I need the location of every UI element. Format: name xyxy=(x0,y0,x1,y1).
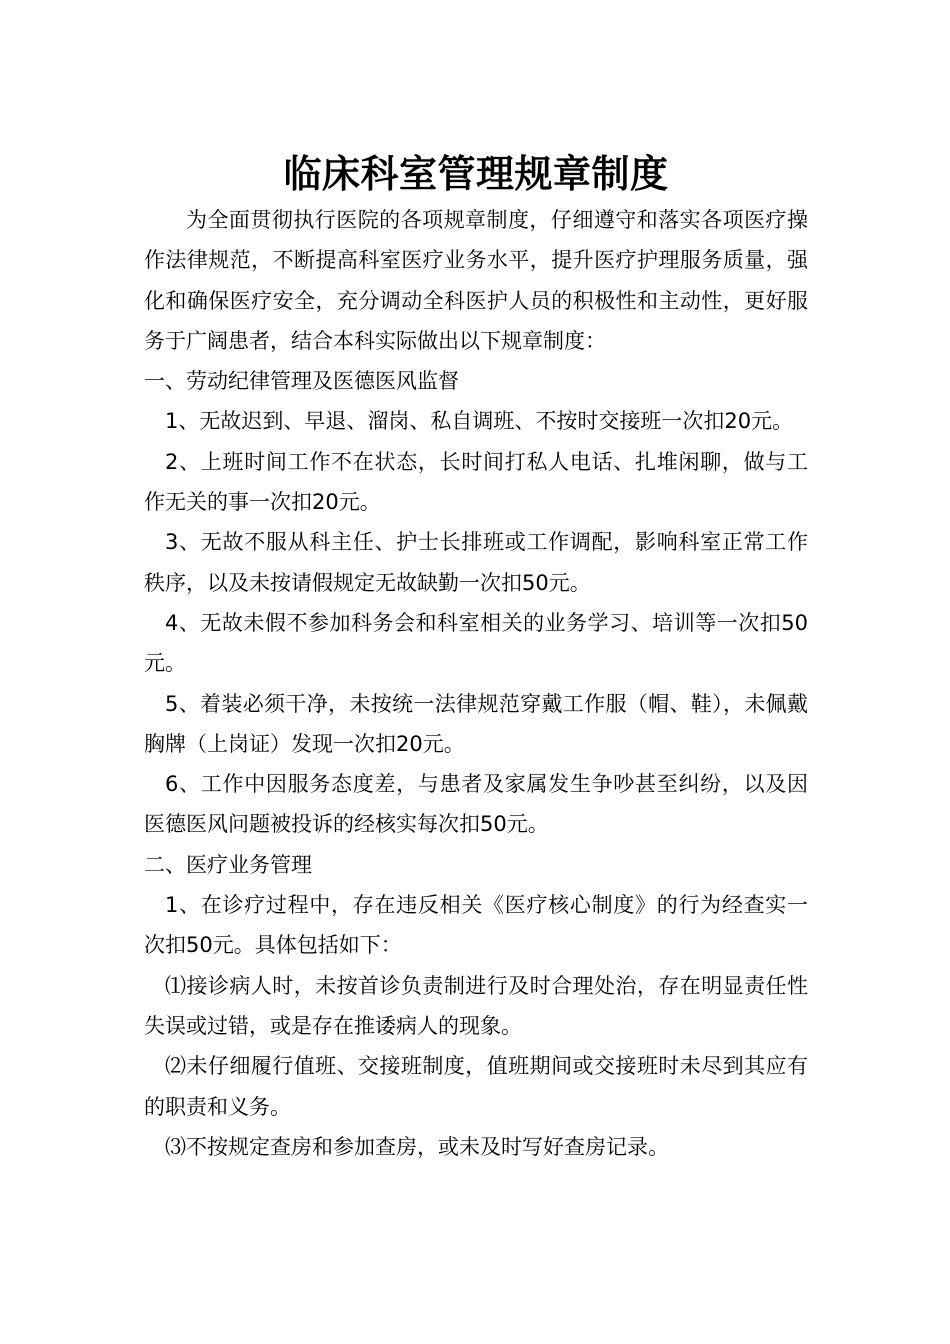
body-paragraph: 5、着装必须干净，未按统一法律规范穿戴工作服（帽、鞋），未佩戴胸牌（上岗证）发现一次扣20元。 xyxy=(144,691,808,756)
section-heading: 一、劳动纪律管理及医德医风监督 xyxy=(144,369,459,394)
body-paragraph: ⑶不按规定查房和参加查房，或未及时写好查房记录。 xyxy=(165,1134,669,1159)
document-title: 临床科室管理规章制度 xyxy=(283,151,669,196)
body-paragraph: 3、无故不服从科主任、护士长排班或工作调配，影响科室正常工作秩序，以及未按请假规定无故缺勤一次扣50元。 xyxy=(144,530,808,595)
body-paragraph: 1、无故迟到、早退、溜岗、私自调班、不按时交接班一次扣20元。 xyxy=(165,409,794,434)
body-paragraph: 4、无故未假不参加科务会和科室相关的业务学习、培训等一次扣50元。 xyxy=(144,610,808,676)
body-paragraph: ⑴接诊病人时，未按首诊负责制进行及时合理处治，存在明显责任性失误或过错，或是存在推诿病人的现象。 xyxy=(144,973,808,1038)
body-paragraph: 2、上班时间工作不在状态，长时间打私人电话、扎堆闲聊，做与工作无关的事一次扣20元。 xyxy=(144,449,808,515)
document-body xyxy=(144,200,808,1167)
body-paragraph: ⑵未仔细履行值班、交接班制度，值班期间或交接班时未尽到其应有的职责和义务。 xyxy=(144,1054,808,1119)
body-paragraph: 6、工作中因服务态度差，与患者及家属发生争吵甚至纠纷，以及因医德医风问题被投诉的经核实每次扣50元。 xyxy=(144,772,808,837)
document-page xyxy=(144,148,808,1167)
body-paragraph: 为全面贯彻执行医院的各项规章制度，仔细遵守和落实各项医疗操作法律规范，不断提高科室医疗业务水平，提升医疗护理服务质量，强化和确保医疗安全，充分调动全科医护人员的积极性和主动性，更好服务于广阔患者，结合本科实际做出以下规章制度： xyxy=(144,208,808,353)
body-paragraph: 1、在诊疗过程中，存在违反相关《医疗核心制度》的行为经查实一次扣50元。具体包括如下： xyxy=(144,893,808,958)
section-heading: 二、医疗业务管理 xyxy=(144,852,312,877)
